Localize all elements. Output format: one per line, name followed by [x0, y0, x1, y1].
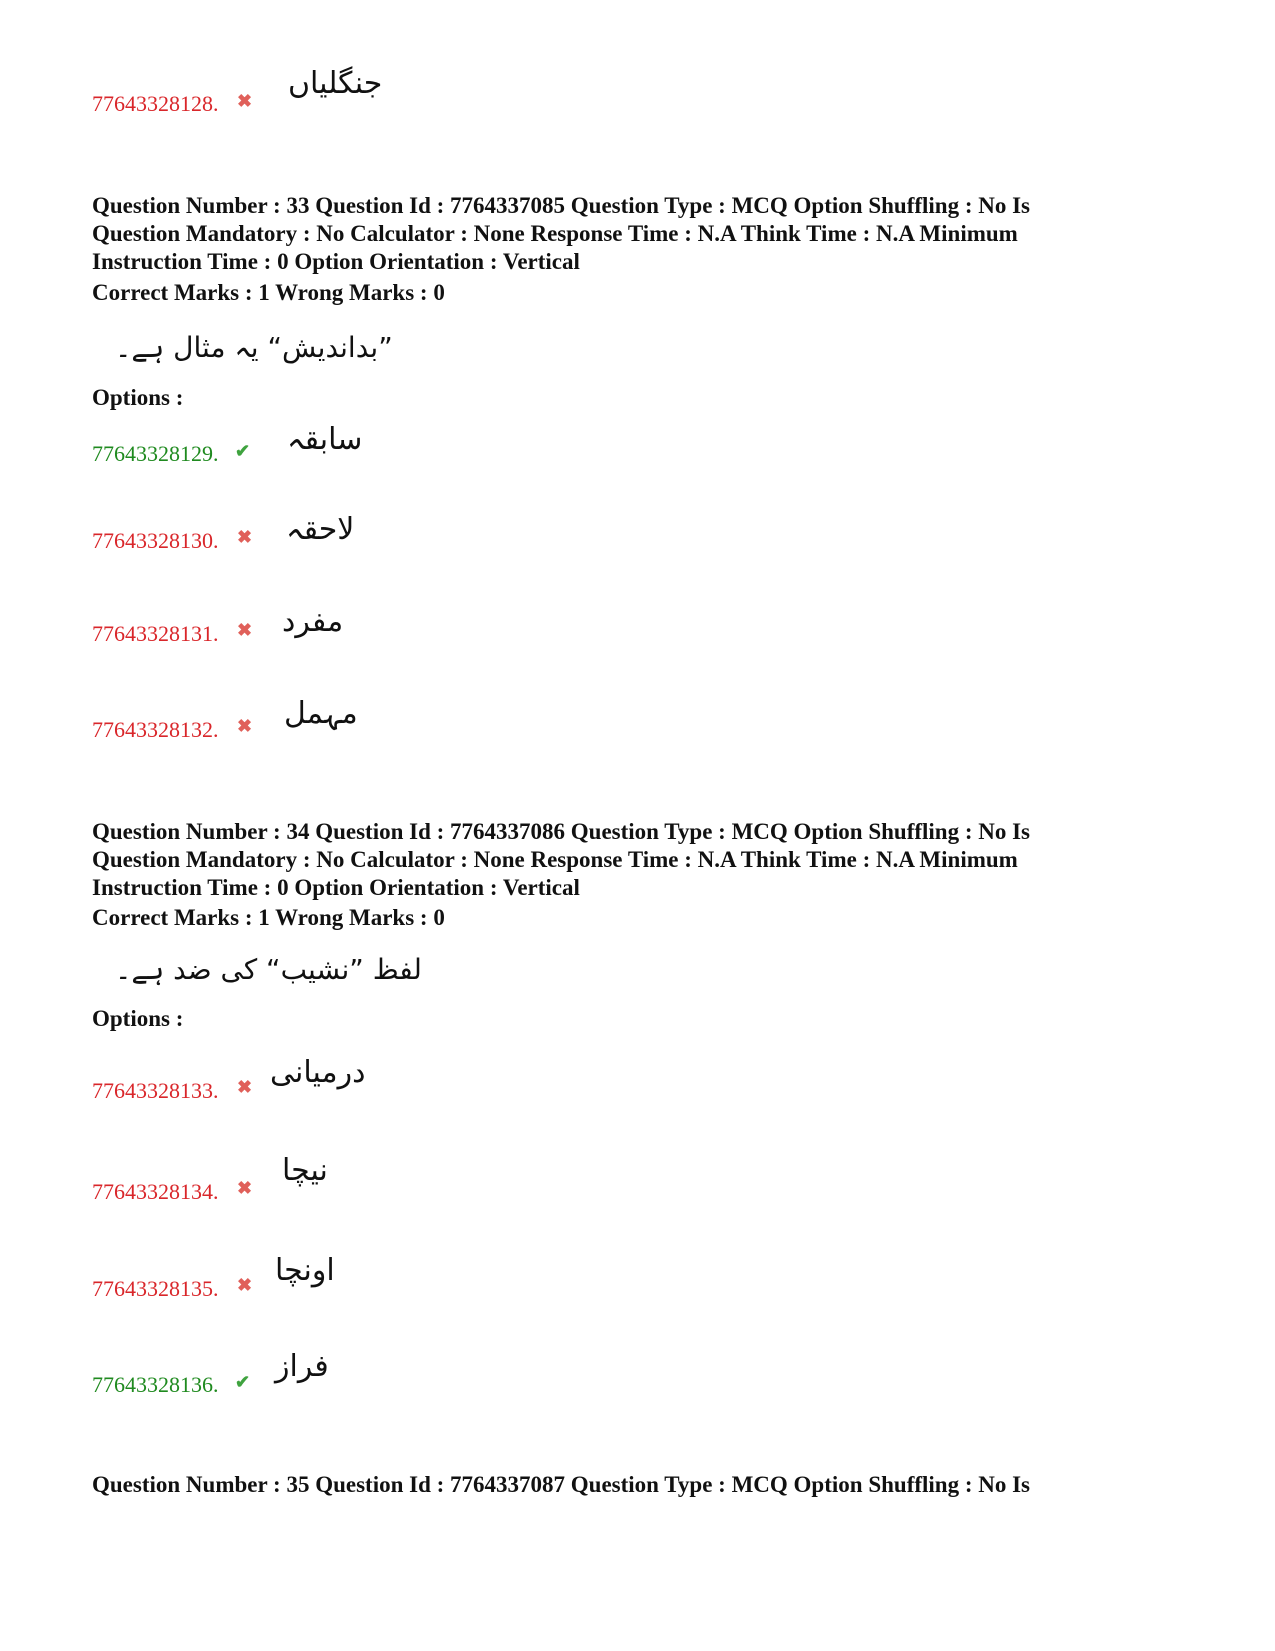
- option-row: [92, 420, 692, 480]
- option-row: [92, 510, 692, 570]
- question-meta-line: Question Number : 34 Question Id : 7764337086 Question Type : MCQ Option Shuffling : No Is: [92, 819, 1031, 844]
- question-meta-line: Instruction Time : 0 Option Orientation : Vertical: [92, 875, 580, 900]
- question-meta-line: Instruction Time : 0 Option Orientation : Vertical: [92, 249, 580, 274]
- option-id: 77643328135.: [92, 1276, 219, 1301]
- option-id: 77643328136.: [92, 1372, 219, 1397]
- wrong-mark-icon: ✖: [237, 527, 253, 547]
- option-id: 77643328130.: [92, 528, 219, 553]
- option-id: 77643328133.: [92, 1078, 219, 1103]
- wrong-mark-icon: ✖: [237, 1077, 253, 1097]
- wrong-mark-icon: ✖: [237, 91, 253, 111]
- option-id: 77643328128.: [92, 91, 219, 116]
- option-text: اونچا: [275, 1253, 335, 1288]
- question-meta-line: Question Mandatory : No Calculator : None Response Time : N.A Think Time : N.A Minimum: [92, 847, 1018, 872]
- question-meta-line: Question Number : 33 Question Id : 7764337085 Question Type : MCQ Option Shuffling : No Is: [92, 193, 1031, 218]
- question-meta-line: Question Mandatory : No Calculator : None Response Time : N.A Think Time : N.A Minimum: [92, 221, 1018, 246]
- option-text: نیچا: [282, 1153, 328, 1188]
- question-marks: Correct Marks : 1 Wrong Marks : 0: [92, 280, 445, 305]
- option-row: [92, 600, 692, 660]
- option-text: فراز: [275, 1349, 329, 1384]
- correct-mark-icon: ✔: [235, 1372, 251, 1392]
- option-text: درمیانی: [270, 1055, 366, 1090]
- question-marks: Correct Marks : 1 Wrong Marks : 0: [92, 905, 445, 930]
- option-text: جنگلیاں: [288, 66, 383, 101]
- correct-mark-icon: ✔: [235, 441, 251, 461]
- option-id: 77643328132.: [92, 717, 219, 742]
- question-stem: ”بداندیش“ یہ مثال ہے۔: [115, 331, 393, 364]
- option-row: [92, 1345, 692, 1405]
- option-text: مفرد: [282, 604, 344, 639]
- option-id: 77643328131.: [92, 621, 219, 646]
- option-text: لاحقہ: [286, 512, 355, 547]
- question-stem: لفظ ”نشیب“ کی ضد ہے۔: [115, 953, 422, 986]
- wrong-mark-icon: ✖: [237, 620, 253, 640]
- options-label: Options :: [92, 385, 184, 410]
- option-row: [92, 60, 692, 120]
- option-row: [92, 690, 692, 750]
- options-label: Options :: [92, 1006, 184, 1031]
- option-id: 77643328129.: [92, 441, 219, 466]
- question-meta-line: Question Number : 35 Question Id : 7764337087 Question Type : MCQ Option Shuffling : No Is: [92, 1472, 1031, 1497]
- wrong-mark-icon: ✖: [237, 716, 253, 736]
- question-meta: [92, 818, 1202, 902]
- option-text: مہمل: [284, 696, 358, 731]
- option-text: سابقہ: [287, 422, 363, 457]
- question-meta: [92, 192, 1202, 276]
- option-row: [92, 1145, 692, 1205]
- option-row: [92, 1045, 692, 1105]
- wrong-mark-icon: ✖: [237, 1178, 253, 1198]
- wrong-mark-icon: ✖: [237, 1275, 253, 1295]
- question-meta: [92, 1471, 1202, 1499]
- option-id: 77643328134.: [92, 1179, 219, 1204]
- option-row: [92, 1245, 692, 1305]
